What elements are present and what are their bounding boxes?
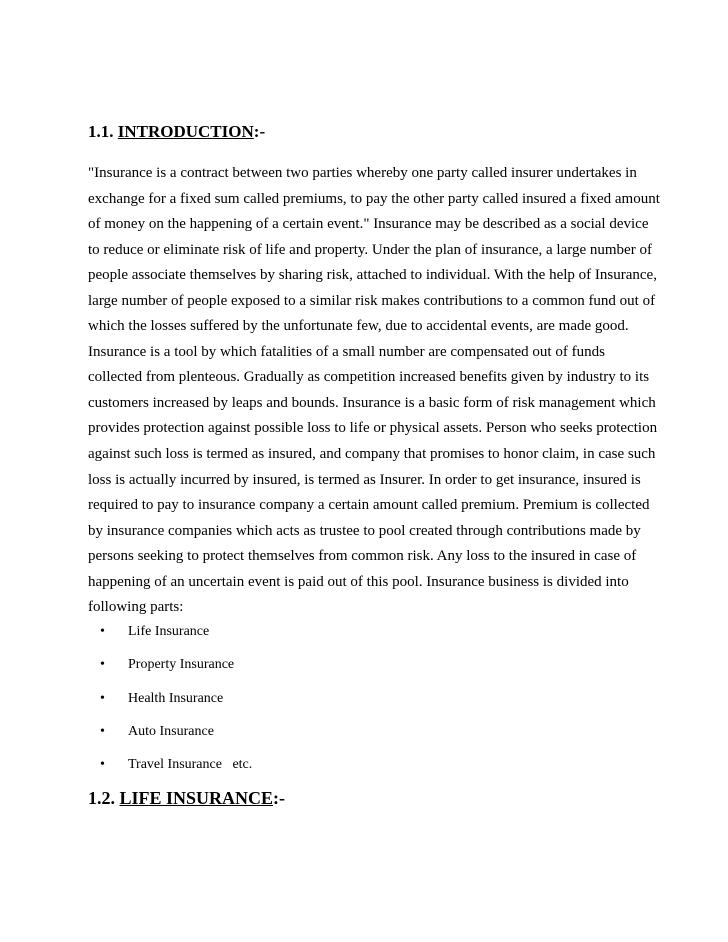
paragraph-line: required to pay to insurance company a certain amount called premium. Premium is collected <box>88 497 650 514</box>
list-item <box>100 722 500 755</box>
section-heading-life-insurance <box>88 788 285 808</box>
paragraph-line: following parts: <box>88 599 184 616</box>
paragraph-line: customers increased by leaps and bounds. Insurance is a basic form of risk management which <box>88 394 656 411</box>
paragraph-line: collected from plenteous. Gradually as competition increased benefits given by industry to its <box>88 369 650 386</box>
list-item <box>100 755 500 788</box>
section-suffix: :- <box>253 122 266 141</box>
list-item-label: Travel Insurance etc. <box>128 757 253 773</box>
paragraph-line: by insurance companies which acts as trustee to pool created through contributions made by <box>88 522 641 539</box>
list-item-label: Life Insurance <box>128 624 210 639</box>
section-number: 1.2. <box>88 788 115 808</box>
list-item-label: Property Insurance <box>128 657 235 673</box>
paragraph-line: happening of an uncertain event is paid out of this pool. Insurance business is divided into <box>88 573 629 590</box>
section-title: INTRODUCTION <box>117 122 254 141</box>
paragraph-line: exchange for a fixed sum called premiums, to pay the other party called insured a fixed amount <box>88 190 660 207</box>
bullet-icon: • <box>100 624 105 639</box>
section-heading-introduction <box>88 122 265 142</box>
paragraph-line: provides protection against possible loss to life or physical assets. Person who seeks protection <box>88 420 658 437</box>
list-item <box>100 655 500 688</box>
paragraph-line: persons seeking to protect themselves from common risk. Any loss to the insured in case of <box>88 548 637 565</box>
paragraph-line: against such loss is termed as insured, and company that promises to honor claim, in case such <box>88 446 656 463</box>
bullet-icon: • <box>100 657 105 673</box>
list-item <box>100 689 500 722</box>
paragraph-line: loss is actually incurred by insured, is termed as Insurer. In order to get insurance, insured is <box>88 471 641 488</box>
paragraph-line: people associate themselves by sharing risk, attached to individual. With the help of Insurance, <box>88 267 657 284</box>
bullet-icon: • <box>100 723 105 739</box>
insurance-types-list <box>100 622 500 788</box>
section-number: 1.1. <box>88 122 114 141</box>
paragraph-line: Insurance is a tool by which fatalities of a small number are compensated out of funds <box>88 343 605 360</box>
paragraph-line: which the losses suffered by the unfortunate few, due to accidental events, are made good. <box>88 318 629 335</box>
paragraph-line: of money on the happening of a certain event." Insurance may be described as a social device <box>88 216 649 233</box>
list-item-label: Health Insurance <box>128 690 224 706</box>
section-title: LIFE INSURANCE <box>119 788 274 808</box>
bullet-icon: • <box>100 690 105 706</box>
bullet-icon: • <box>100 757 105 773</box>
paragraph-line: to reduce or eliminate risk of life and property. Under the plan of insurance, a large number of <box>88 241 652 258</box>
introduction-paragraph <box>88 163 660 623</box>
list-item <box>100 622 500 655</box>
section-suffix: :- <box>273 788 286 808</box>
paragraph-line: "Insurance is a contract between two parties whereby one party called insurer undertakes in <box>88 165 637 181</box>
list-item-label: Auto Insurance <box>128 723 214 739</box>
paragraph-line: large number of people exposed to a similar risk makes contributions to a common fund out of <box>88 292 656 309</box>
